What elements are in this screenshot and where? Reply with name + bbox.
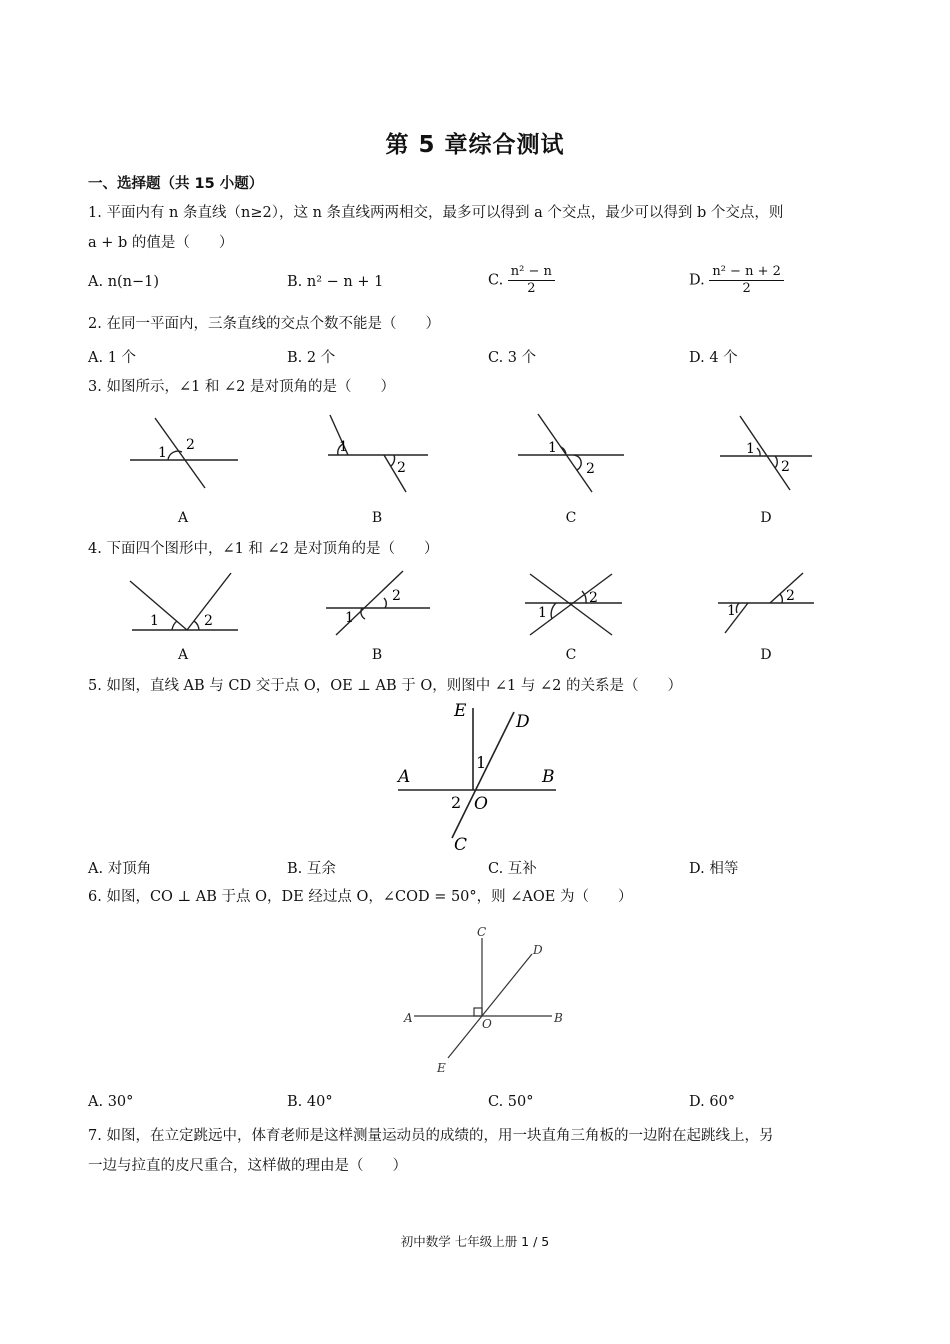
q6-option-a: A. 30°: [88, 1094, 134, 1110]
q4-caption-a: A: [177, 647, 189, 663]
q6-label-a: A: [404, 1011, 413, 1025]
q1-option-a: A. n(n−1): [88, 274, 160, 290]
q1-option-c-label: C.: [488, 272, 504, 289]
q6-stem: 6. 如图，CO ⊥ AB 于点 O，DE 经过点 O，∠COD = 50°，则 ∠AOE 为（ ）: [88, 889, 633, 905]
q1-stem-line2: a + b 的值是（ ）: [88, 235, 234, 251]
q4-stem: 4. 下面四个图形中，∠1 和 ∠2 是对顶角的是（ ）: [88, 541, 439, 557]
q3-caption-c: C: [565, 510, 577, 526]
q3-stem: 3. 如图所示，∠1 和 ∠2 是对顶角的是（ ）: [88, 379, 396, 395]
q5-option-a: A. 对顶角: [88, 861, 152, 877]
q5-label-o: O: [474, 794, 488, 814]
q6-option-c: C. 50°: [488, 1094, 534, 1110]
q5-label-b: B: [542, 767, 555, 787]
q4-c-angle1: 1: [538, 605, 547, 621]
q1-option-d: [689, 264, 784, 297]
q5-option-b: B. 互余: [287, 861, 336, 877]
q4-a-angle2: 2: [204, 613, 213, 629]
q4-b-angle2: 2: [392, 588, 401, 604]
q4-b-angle1: 1: [345, 610, 354, 626]
q6-option-b: B. 40°: [287, 1094, 333, 1110]
q6-figure: [398, 918, 574, 1080]
q5-label-e: E: [454, 701, 467, 721]
q2-option-a: A. 1 个: [88, 350, 137, 366]
q5-label-angle1: 1: [476, 753, 487, 772]
q5-label-angle2: 2: [451, 793, 462, 812]
page-footer: 初中数学 七年级上册 1 / 5: [400, 1234, 550, 1249]
q1-option-c-denominator: 2: [527, 281, 536, 296]
q1-option-d-fraction: [709, 264, 784, 297]
q2-option-c: C. 3 个: [488, 350, 537, 366]
q4-figure-a: [130, 573, 238, 630]
q7-stem-line1: 7. 如图，在立定跳远中，体育老师是这样测量运动员的成绩的，用一块直角三角板的一边附在起跳线上，另: [88, 1128, 774, 1144]
q3-c-angle2: 2: [586, 461, 595, 477]
q3-figure-a: [130, 418, 238, 488]
q3-figure-d: [720, 416, 812, 490]
q3-caption-d: D: [760, 510, 772, 526]
q5-label-a: A: [398, 767, 411, 787]
q1-option-c-fraction: [508, 264, 555, 297]
q4-figure-b: [326, 571, 430, 635]
q4-d-angle1: 1: [727, 603, 736, 619]
section-heading: 一、选择题（共 15 小题）: [88, 176, 264, 192]
q2-option-d: D. 4 个: [689, 350, 738, 366]
q3-figure-c: [518, 414, 624, 492]
q4-caption-b: B: [371, 647, 383, 663]
q4-c-angle2: 2: [589, 590, 598, 606]
q7-stem-line2: 一边与拉直的皮尺重合，这样做的理由是（ ）: [88, 1158, 407, 1174]
q3-figures: [0, 400, 950, 500]
q6-label-b: B: [554, 1011, 563, 1025]
q4-a-angle1: 1: [150, 613, 159, 629]
q3-b-angle2: 2: [397, 460, 406, 476]
q4-caption-d: D: [760, 647, 772, 663]
q1-option-c-numerator: n² − n: [508, 264, 555, 281]
q1-option-d-denominator: 2: [742, 281, 751, 296]
q1-stem-line1: 1. 平面内有 n 条直线（n≥2），这 n 条直线两两相交，最多可以得到 a 个交点，最少可以得到 b 个交点，则: [88, 205, 784, 221]
q1-option-d-label: D.: [689, 272, 705, 289]
q5-option-c: C. 互补: [488, 861, 537, 877]
q3-d-angle1: 1: [746, 441, 755, 457]
q5-option-d: D. 相等: [689, 861, 739, 877]
q5-label-d: D: [516, 712, 530, 732]
q5-stem: 5. 如图，直线 AB 与 CD 交于点 O，OE ⊥ AB 于 O，则图中 ∠1 与 ∠2 的关系是（ ）: [88, 678, 682, 694]
page-title: 第 5 章综合测试: [385, 132, 565, 158]
q1-option-c: [488, 264, 555, 297]
q3-caption-a: A: [177, 510, 189, 526]
q6-label-e: E: [437, 1061, 446, 1075]
q3-a-angle1: 1: [158, 445, 167, 461]
q6-label-o: O: [482, 1017, 492, 1031]
q3-b-angle1: 1: [339, 439, 348, 455]
q3-d-angle2: 2: [781, 459, 790, 475]
q5-label-c: C: [454, 835, 468, 853]
q4-d-angle2: 2: [786, 588, 795, 604]
q4-figures: [0, 565, 950, 645]
q1-option-d-numerator: n² − n + 2: [709, 264, 784, 281]
q6-label-c: C: [477, 925, 487, 939]
q2-stem: 2. 在同一平面内，三条直线的交点个数不能是（ ）: [88, 316, 440, 332]
q3-a-angle2: 2: [186, 437, 195, 453]
q1-option-b: B. n² − n + 1: [287, 274, 384, 290]
q2-option-b: B. 2 个: [287, 350, 336, 366]
q6-label-d: D: [533, 943, 543, 957]
q3-c-angle1: 1: [548, 440, 557, 456]
q5-figure: [390, 698, 570, 853]
q3-caption-b: B: [371, 510, 383, 526]
q6-option-d: D. 60°: [689, 1094, 736, 1110]
q4-caption-c: C: [565, 647, 577, 663]
